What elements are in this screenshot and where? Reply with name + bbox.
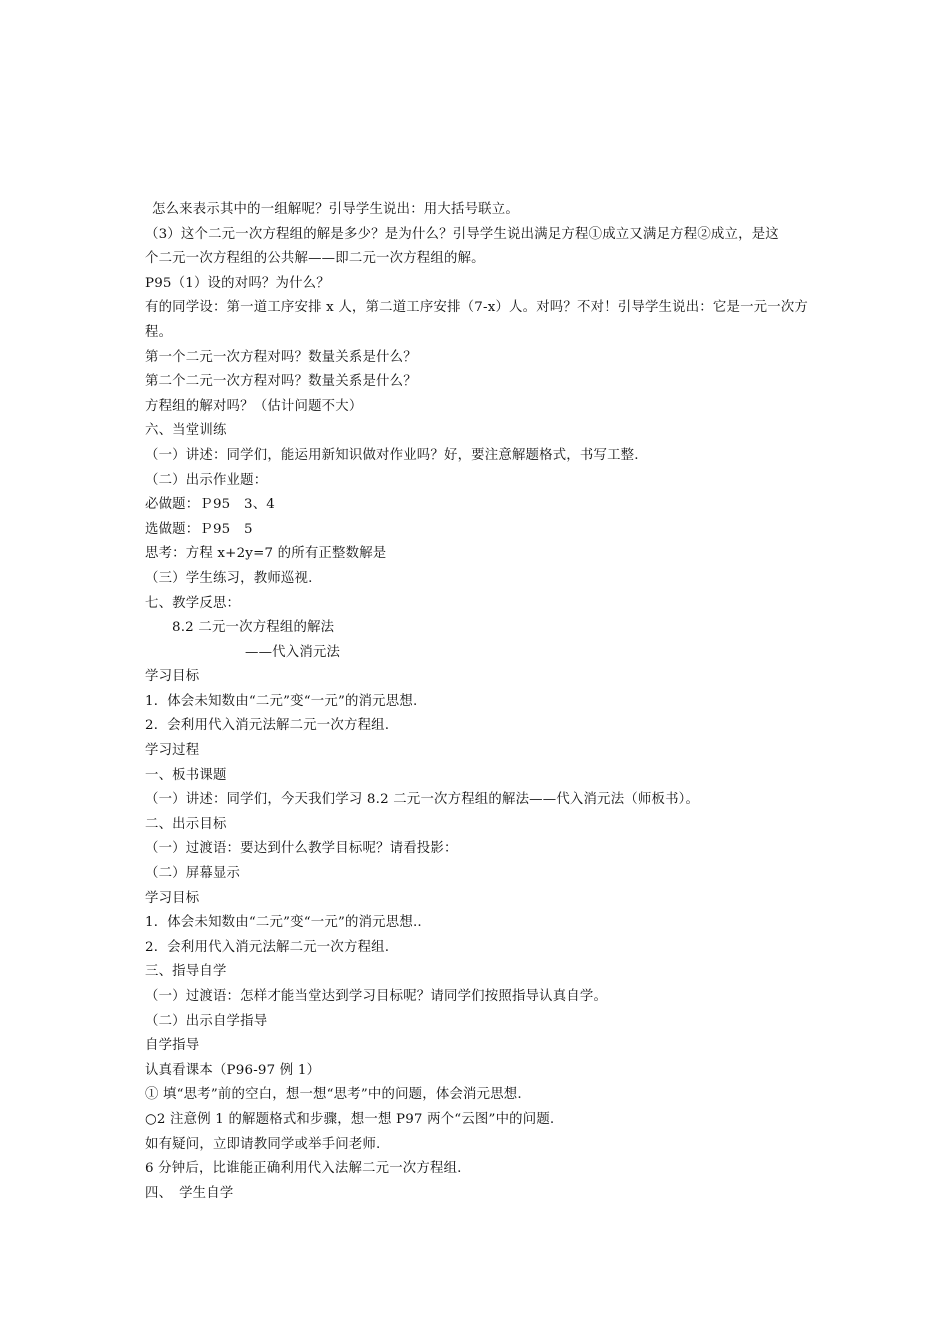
section-heading: 六、当堂训练 [145, 423, 227, 439]
text-line: （三）学生练习，教师巡视. [145, 570, 313, 586]
text-line: （3）这个二元一次方程组的解是多少？是为什么？引导学生说出满足方程①成立又满足方程②成立，是这 [145, 226, 779, 242]
text-line: 第二个二元一次方程对吗？数量关系是什么？ [145, 374, 417, 390]
text-line: 思考：方程 x+2y=7 的所有正整数解是 [145, 546, 387, 562]
text-line: （一）过渡语：要达到什么教学目标呢？请看投影： [145, 841, 458, 857]
section-heading: 二、出示目标 [145, 816, 227, 832]
section-heading: 学习过程 [145, 743, 200, 759]
text-line: 2．会利用代入消元法解二元一次方程组. [145, 939, 390, 955]
section-heading: 三、指导自学 [145, 964, 227, 980]
document-body [145, 198, 810, 1206]
text-line: （二）出示作业题： [145, 472, 268, 488]
section-heading: 七、教学反思： [145, 595, 241, 611]
section-heading: 学习目标 [145, 890, 200, 906]
text-line: ① 填“思考”前的空白，想一想“思考”中的问题，体会消元思想. [145, 1087, 522, 1103]
text-line: 程。 [145, 324, 173, 340]
text-line: （一）讲述：同学们，今天我们学习 8.2 二元一次方程组的解法——代入消元法（师板书）。 [145, 792, 700, 808]
text-line: 1．体会未知数由“二元”变“一元”的消元思想.. [145, 915, 422, 931]
text-line: 1．体会未知数由“二元”变“一元”的消元思想. [145, 693, 418, 709]
lesson-subtitle: ——代入消元法 [245, 644, 341, 660]
text-line: 方程组的解对吗？（估计问题不大） [145, 398, 363, 414]
text-line: （一）过渡语：怎样才能当堂达到学习目标呢？请同学们按照指导认真自学。 [145, 989, 608, 1004]
text-line: 选做题：Ｐ95 5 [145, 521, 253, 537]
text-line: 第一个二元一次方程对吗？数量关系是什么？ [145, 349, 417, 365]
text-line: 必做题：Ｐ95 3、4 [145, 497, 276, 513]
text-line: 有的同学设：第一道工序安排 x 人，第二道工序安排（7-x）人。对吗？不对！引导学生说出：它是一元一次方 [145, 300, 809, 316]
section-heading: 一、板书课题 [145, 767, 227, 783]
text-line: P95（1）设的对吗？为什么？ [145, 275, 330, 291]
text-line: 个二元一次方程组的公共解——即二元一次方程组的解。 [145, 251, 485, 267]
text-line: 认真看课本（P96-97 例 1） [145, 1062, 321, 1078]
text-line: （一）讲述：同学们，能运用新知识做对作业吗？好，要注意解题格式，书写工整. [145, 447, 639, 463]
text-line: ○2 注意例 1 的解题格式和步骤，想一想 P97 两个“云图”中的问题. [145, 1111, 555, 1127]
text-line: （二）屏幕显示 [145, 866, 241, 882]
section-heading: 四、 学生自学 [145, 1185, 234, 1201]
lesson-title: 8.2 二元一次方程组的解法 [172, 620, 335, 636]
text-line: （二）出示自学指导 [145, 1013, 268, 1029]
text-line: 怎么来表示其中的一组解呢？引导学生说出：用大括号联立。 [152, 202, 519, 217]
section-heading: 自学指导 [145, 1038, 200, 1054]
section-heading: 学习目标 [145, 669, 200, 685]
text-line: 2．会利用代入消元法解二元一次方程组. [145, 718, 390, 734]
text-line: 如有疑问，立即请教同学或举手问老师. [145, 1136, 381, 1152]
text-line: 6 分钟后，比谁能正确利用代入法解二元一次方程组. [145, 1161, 462, 1177]
